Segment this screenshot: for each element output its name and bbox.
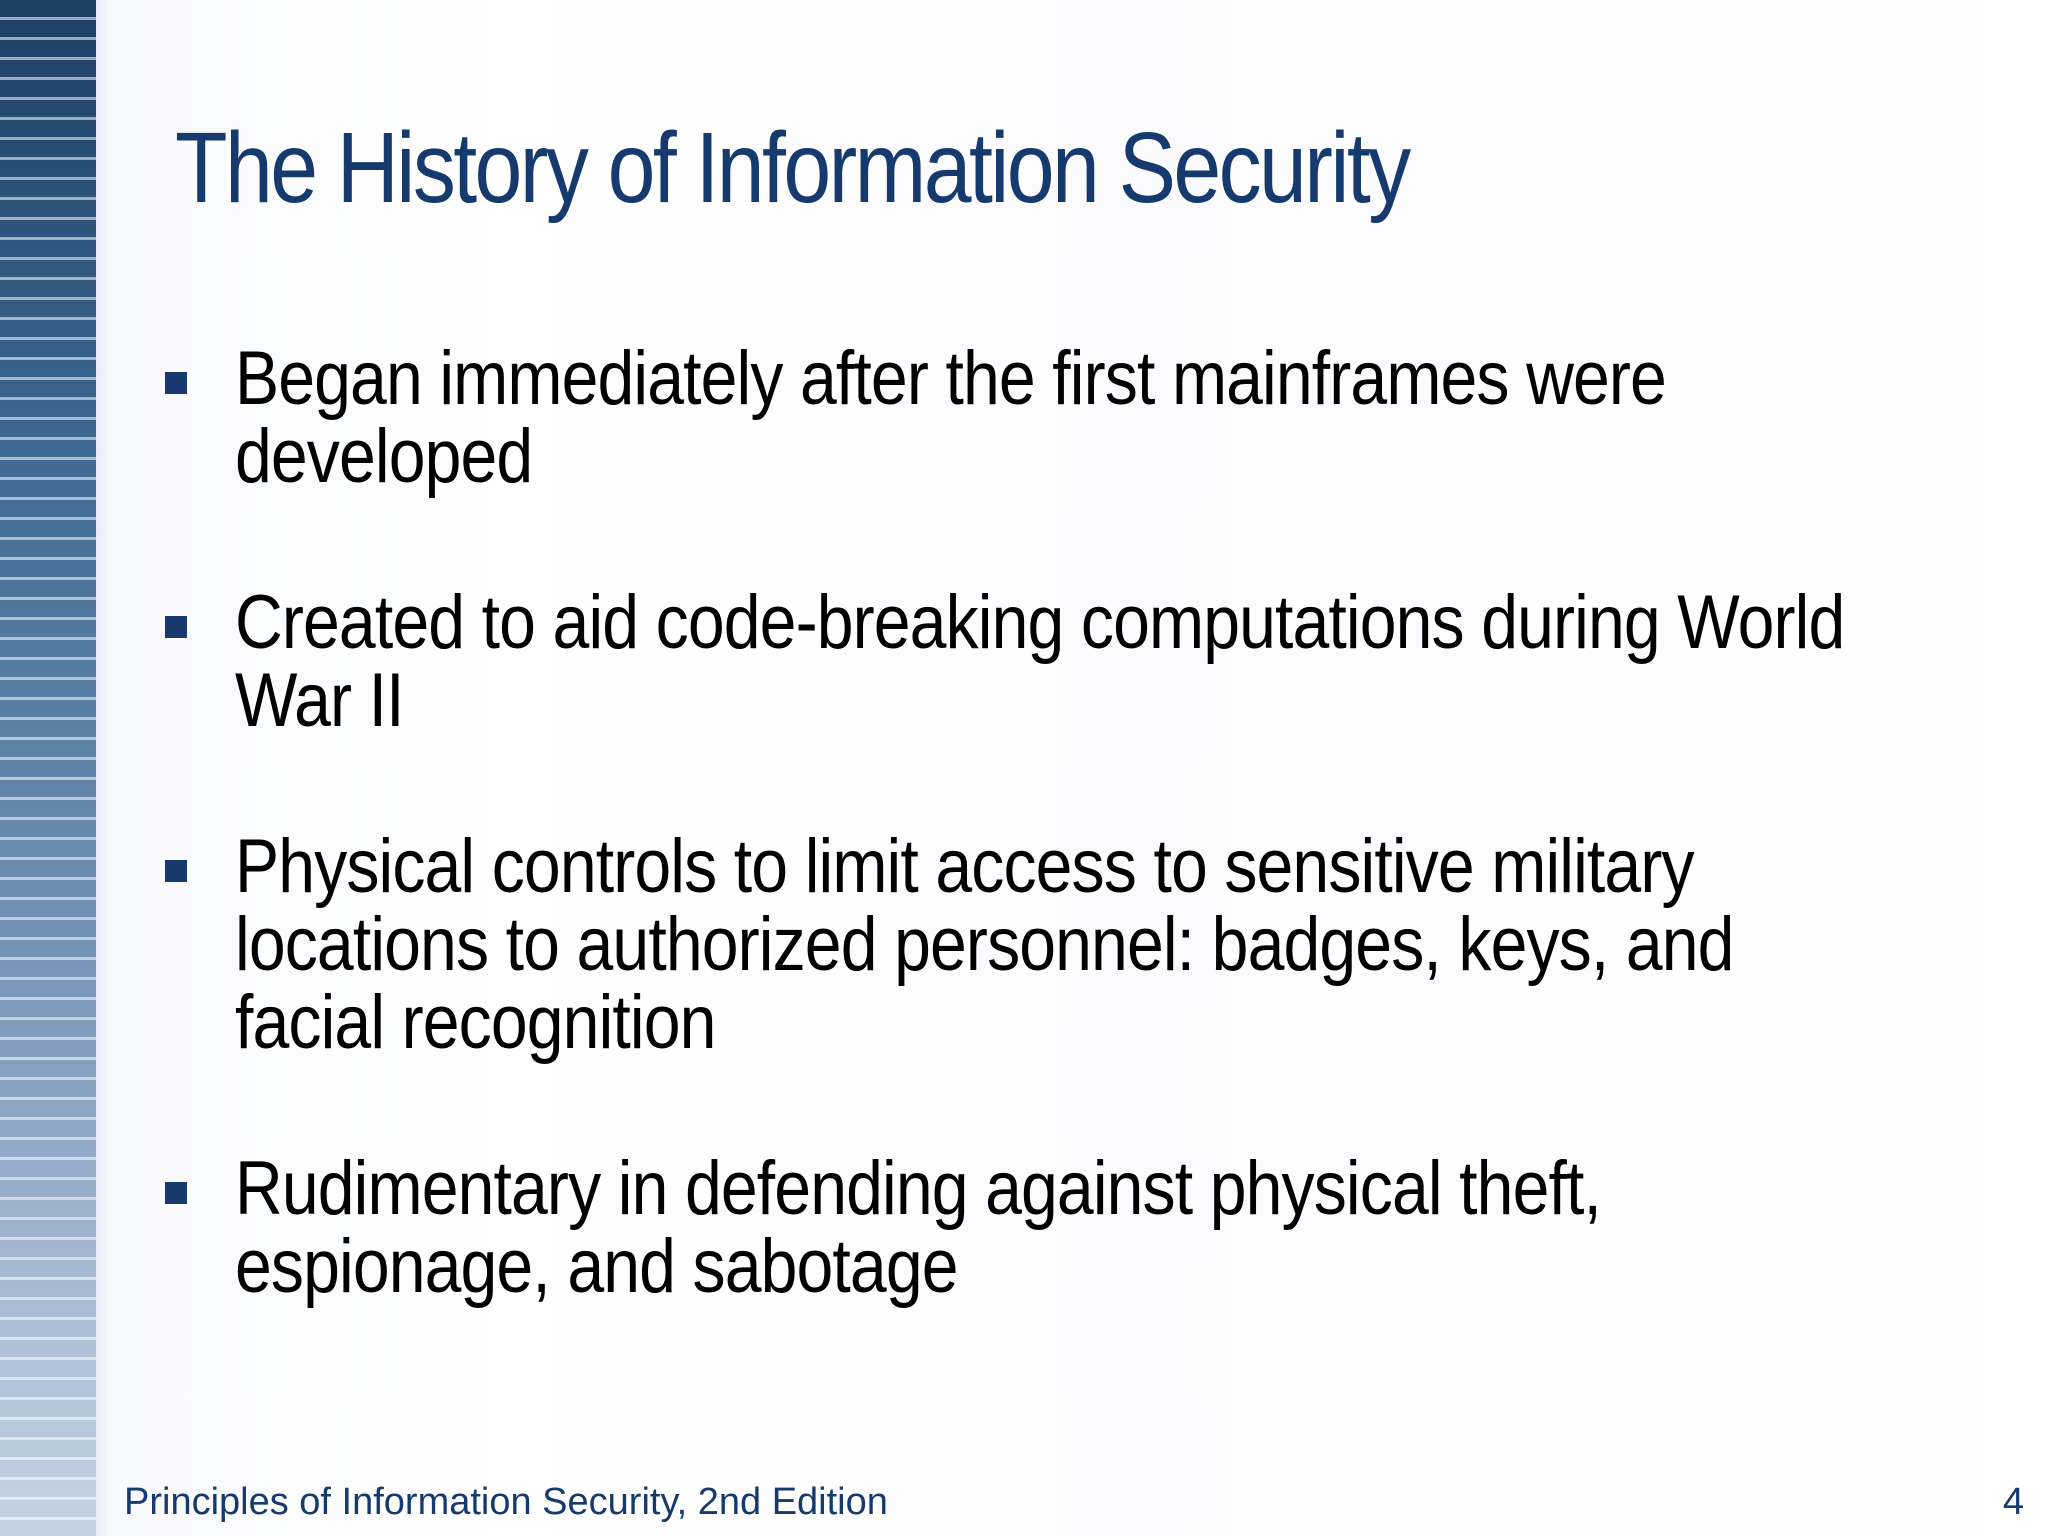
bullet-text: Physical controls to limit access to sensitive military locations to authorized personnel: badges, keys, and facial recognition	[235, 824, 1734, 1065]
bullet-item	[160, 824, 1960, 1065]
bullet-item	[160, 1146, 1960, 1309]
square-bullet-icon	[165, 860, 187, 882]
square-bullet-icon	[165, 1182, 187, 1204]
page-number: 4	[2002, 1481, 2024, 1523]
bullet-list	[160, 336, 1960, 1394]
square-bullet-icon	[165, 372, 187, 394]
footer-text: Principles of Information Security, 2nd Edition	[124, 1481, 888, 1523]
stripe-pattern	[0, 0, 96, 1536]
bullet-text: Rudimentary in defending against physical theft, espionage, and sabotage	[235, 1146, 1601, 1309]
stripe-edge	[96, 0, 108, 1536]
square-bullet-icon	[165, 616, 187, 638]
decorative-stripe-bar	[0, 0, 108, 1536]
bullet-text: Created to aid code-breaking computations during World War II	[235, 580, 1845, 743]
bullet-text: Began immediately after the first mainframes were developed	[235, 336, 1666, 499]
bullet-item	[160, 336, 1960, 499]
slide-title: The History of Information Security	[175, 112, 1409, 224]
bullet-item	[160, 580, 1960, 743]
